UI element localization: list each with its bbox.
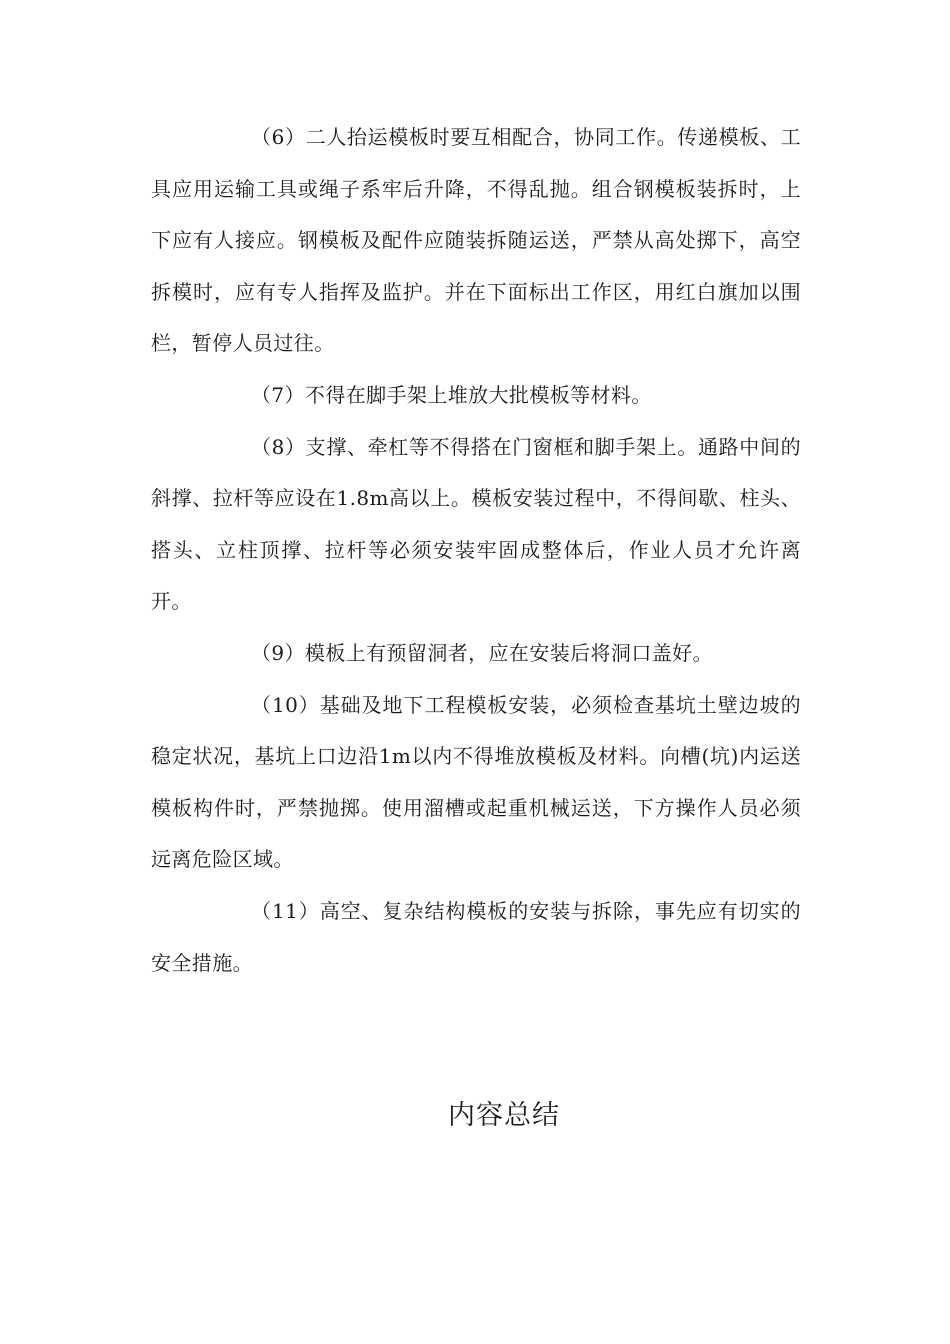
paragraph-item-10: （10）基础及地下工程模板安装，必须检查基坑土壁边坡的稳定状况，基坑上口边沿1m以内不得堆放模板及材料。向槽(坑)内运送模板构件时，严禁抛掷。使用溜槽或起重机械运送，下方操作人员必须远离危险区域。: [151, 692, 801, 872]
paragraph-item-8: （8）支撑、牵杠等不得搭在门窗框和脚手架上。通路中间的斜撑、拉杆等应设在1.8m高以上。模板安装过程中，不得间歇、柱头、搭头、立柱顶撑、拉杆等必须安装牢固成整体后，作业人员才允许离开。: [151, 434, 801, 614]
summary-heading: 内容总结: [448, 1100, 560, 1131]
paragraph-item-7: （7）不得在脚手架上堆放大批模板等材料。: [251, 382, 652, 407]
paragraph-item-6: （6）二人抬运模板时要互相配合，协同工作。传递模板、工具应用运输工具或绳子系牢后升降，不得乱抛。组合钢模板装拆时，上下应有人接应。钢模板及配件应随装拆随运送，严禁从高处掷下，高空拆模时，应有专人指挥及监护。并在下面标出工作区，用红白旗加以围栏，暂停人员过往。: [151, 125, 801, 356]
paragraph-item-9: （9）模板上有预留洞者，应在安装后将洞口盖好。: [251, 640, 713, 665]
document-body: [151, 112, 801, 989]
paragraph-item-11: （11）高空、复杂结构模板的安装与拆除，事先应有切实的安全措施。: [151, 898, 801, 975]
